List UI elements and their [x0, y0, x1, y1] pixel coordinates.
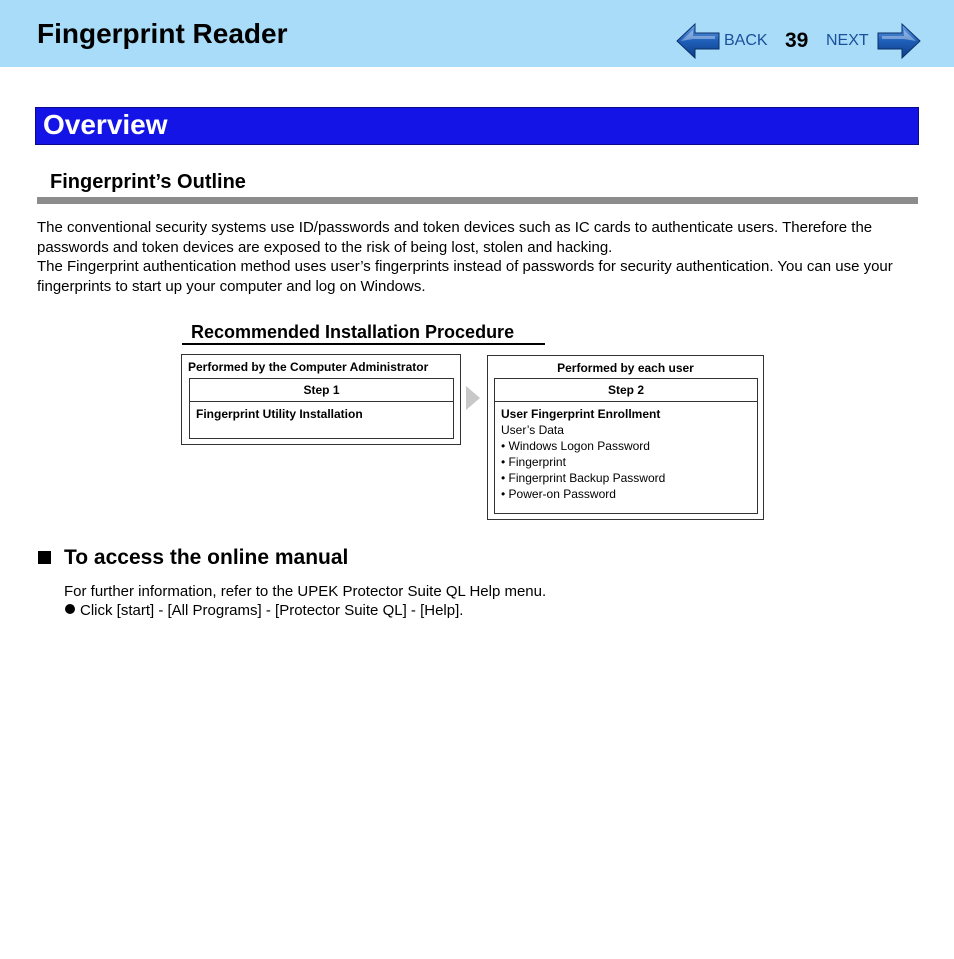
manual-step: Click [start] - [All Programs] - [Protector Suite QL] - [Help]. — [80, 602, 464, 619]
page-title: Fingerprint Reader — [37, 18, 288, 49]
bullet-icon — [65, 604, 75, 614]
admin-box-header: Performed by the Computer Administrator — [188, 360, 429, 374]
manual-heading: To access the online manual — [64, 546, 349, 569]
user-box — [487, 355, 764, 520]
step-1-panel — [189, 378, 454, 439]
back-button[interactable]: BACK — [724, 32, 768, 49]
section-bar — [35, 107, 919, 145]
outline-divider — [37, 197, 918, 204]
step-arrow-icon — [466, 386, 480, 410]
user-data-list — [501, 438, 751, 502]
step-1-content: Fingerprint Utility Installation — [196, 407, 363, 421]
step-2-panel — [494, 378, 758, 514]
page-header — [0, 0, 954, 67]
outline-paragraph-1: The conventional security systems use ID/passwords and token devices such as IC cards to authenticate users. Therefore the passwords and token devices are exposed to the risk of being lost, stolen and hacking. — [37, 219, 873, 256]
step-2-content-title: User Fingerprint Enrollment — [501, 407, 661, 421]
procedure-underline — [182, 343, 545, 345]
back-arrow-icon[interactable] — [675, 22, 721, 60]
list-item: • Fingerprint Backup Password — [501, 470, 751, 486]
square-bullet-icon — [38, 551, 51, 564]
step-1-label: Step 1 — [190, 379, 453, 402]
section-title: Overview — [43, 109, 168, 140]
admin-box — [181, 354, 461, 445]
list-item: • Fingerprint — [501, 454, 751, 470]
next-arrow-icon[interactable] — [876, 22, 922, 60]
list-item: • Windows Logon Password — [501, 438, 751, 454]
next-button[interactable]: NEXT — [826, 32, 869, 49]
step-2-content-subtitle: User’s Data — [501, 423, 564, 437]
manual-text: For further information, refer to the UPEK Protector Suite QL Help menu. — [64, 583, 547, 600]
user-box-header: Performed by each user — [557, 361, 694, 375]
outline-heading: Fingerprint’s Outline — [50, 171, 246, 193]
outline-paragraph-2: The Fingerprint authentication method uses user’s fingerprints instead of passwords for security authentication. You can use your fingerprints to start up your computer and log on Windows. — [37, 258, 893, 295]
list-item: • Power-on Password — [501, 486, 751, 502]
step-2-label: Step 2 — [495, 379, 757, 402]
procedure-heading: Recommended Installation Procedure — [191, 322, 515, 342]
page-number: 39 — [785, 29, 809, 52]
